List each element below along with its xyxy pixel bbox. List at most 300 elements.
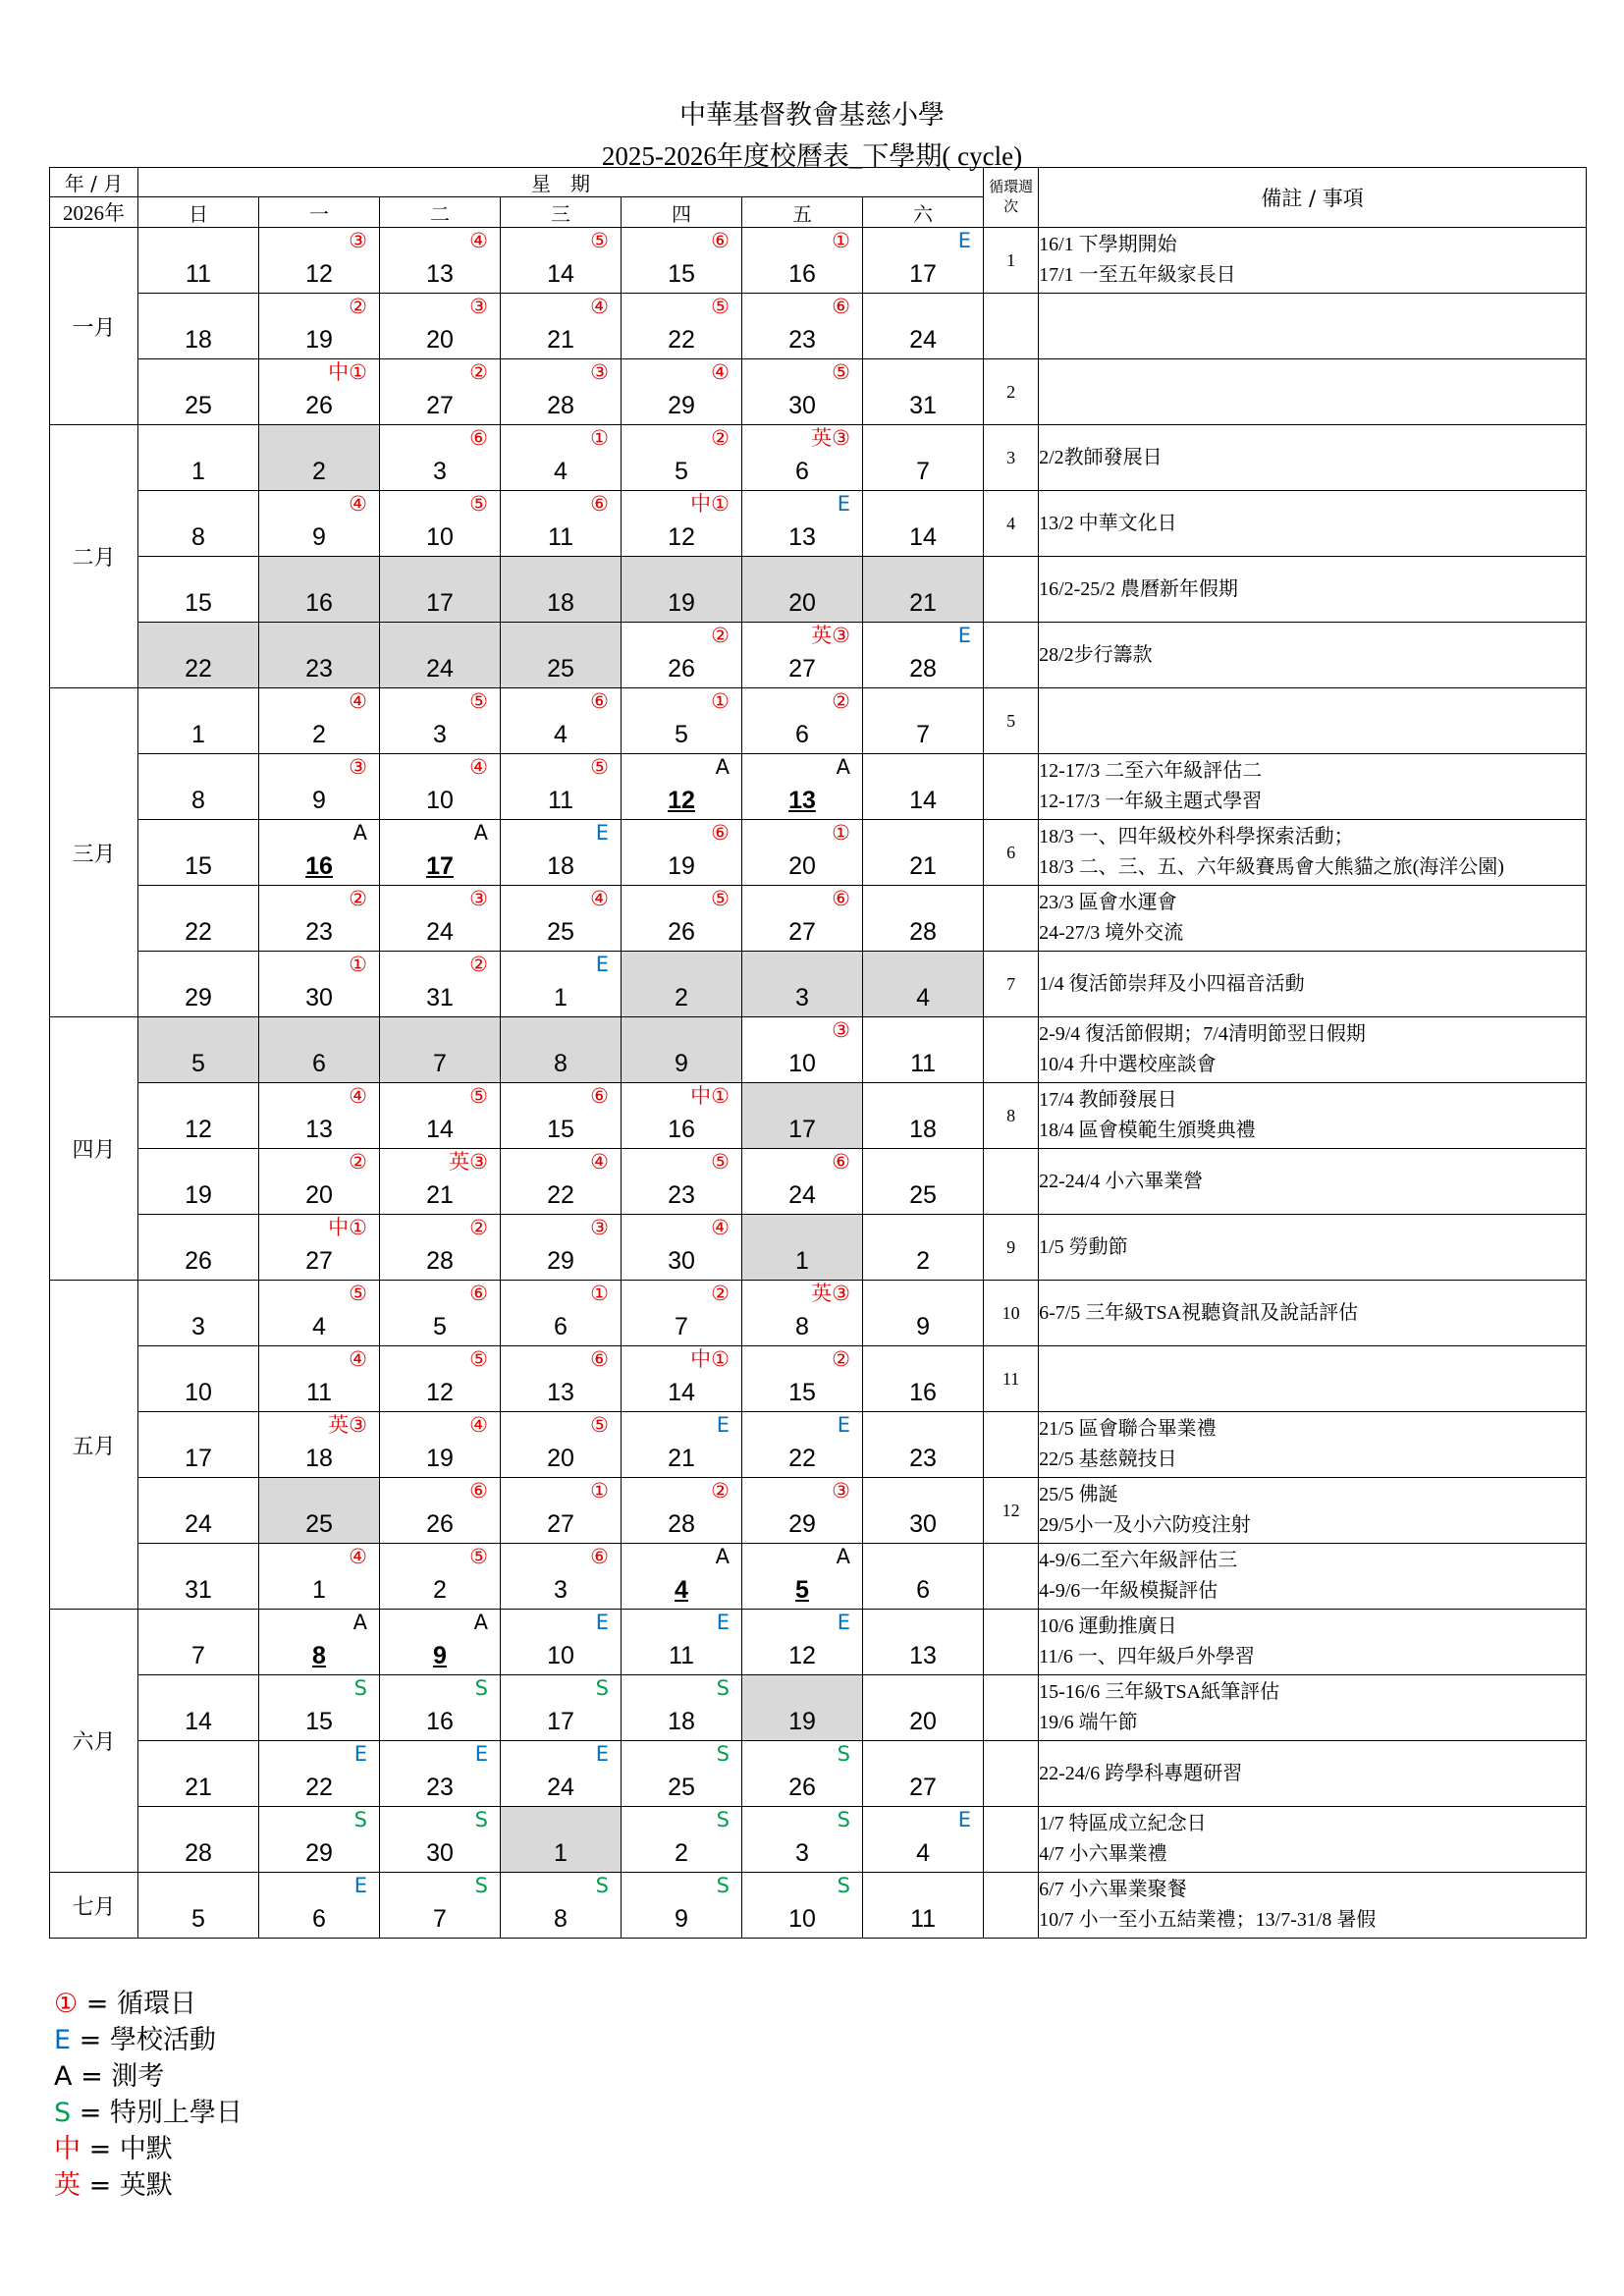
day-cell xyxy=(863,754,984,820)
notes-cell xyxy=(1039,623,1587,688)
note-item: 12-17/3 一年級主題式學習 xyxy=(1039,791,1263,812)
day-number: 14 xyxy=(909,523,937,551)
note-item: 11/6 一、四年級戶外學習 xyxy=(1039,1646,1255,1667)
day-number: 17 xyxy=(909,260,937,288)
day-marker: ① xyxy=(590,426,609,450)
day-marker: ⑥ xyxy=(832,1150,850,1174)
day-marker: ⑥ xyxy=(711,229,730,252)
day-marker: ① xyxy=(349,953,367,976)
note-item: 10/7 小一至小五結業禮；13/7-31/8 暑假 xyxy=(1039,1909,1377,1931)
day-cell xyxy=(380,1281,501,1346)
day-marker: ② xyxy=(349,1150,367,1174)
day-number: 24 xyxy=(426,918,454,946)
day-cell xyxy=(742,1149,863,1215)
day-marker: 中① xyxy=(690,1347,730,1371)
day-marker: A xyxy=(715,1545,730,1568)
day-cell xyxy=(138,1873,259,1939)
day-number: 7 xyxy=(433,1050,447,1077)
day-marker: ③ xyxy=(469,887,488,910)
day-number: 24 xyxy=(547,1774,574,1801)
week-row xyxy=(50,1083,1587,1149)
day-number: 4 xyxy=(554,721,568,748)
day-number: 28 xyxy=(668,1510,695,1538)
day-number: 5 xyxy=(191,1050,205,1077)
week-row xyxy=(50,359,1587,425)
holiday-day-cell xyxy=(380,557,501,623)
cycle-week-number xyxy=(984,754,1039,820)
day-marker: E xyxy=(716,1413,730,1437)
cycle-week-number: 10 xyxy=(984,1281,1039,1346)
day-cell xyxy=(742,688,863,754)
legend-text: = 特別上學日 xyxy=(71,2098,243,2128)
note-item: 19/6 端午節 xyxy=(1039,1712,1138,1733)
note-item: 22-24/4 小六畢業營 xyxy=(1039,1170,1204,1192)
holiday-day-cell xyxy=(742,952,863,1017)
holiday-day-cell xyxy=(501,557,622,623)
holiday-day-cell xyxy=(622,1017,742,1083)
day-marker: ② xyxy=(832,689,850,713)
day-marker: A xyxy=(473,1611,488,1634)
day-cell xyxy=(380,952,501,1017)
day-number: 11 xyxy=(548,787,573,814)
day-cell xyxy=(863,1807,984,1873)
day-marker: ③ xyxy=(590,1216,609,1239)
day-number: 18 xyxy=(909,1116,937,1143)
holiday-day-cell xyxy=(742,1215,863,1281)
legend-text: = 中默 xyxy=(81,2134,173,2164)
day-marker: ② xyxy=(469,360,488,384)
day-marker: 英③ xyxy=(449,1150,488,1174)
day-number: 15 xyxy=(185,589,212,617)
holiday-day-cell xyxy=(622,952,742,1017)
day-number: 17 xyxy=(426,589,454,617)
legend-text: = 學校活動 xyxy=(71,2025,216,2055)
holiday-day-cell xyxy=(501,1017,622,1083)
day-number: 6 xyxy=(554,1313,568,1340)
day-number: 20 xyxy=(909,1708,937,1735)
day-number: 10 xyxy=(426,523,454,551)
week-row xyxy=(50,1741,1587,1807)
day-marker: ③ xyxy=(832,1018,850,1042)
day-marker: E xyxy=(353,1742,367,1766)
day-marker: ② xyxy=(711,426,730,450)
day-cell xyxy=(259,1610,380,1675)
week-row xyxy=(50,623,1587,688)
legend-symbol: 英 xyxy=(54,2170,81,2201)
day-number: 20 xyxy=(305,1181,333,1209)
week-row xyxy=(50,1675,1587,1741)
day-cell xyxy=(622,1346,742,1412)
day-cell xyxy=(863,1346,984,1412)
day-number: 27 xyxy=(788,655,816,683)
day-cell xyxy=(138,1675,259,1741)
day-cell xyxy=(138,820,259,886)
notes-cell xyxy=(1039,1149,1587,1215)
day-number: 14 xyxy=(547,260,574,288)
day-cell xyxy=(742,1610,863,1675)
day-number: 1 xyxy=(795,1247,809,1275)
day-number: 10 xyxy=(426,787,454,814)
notes-header: 備註 / 事項 xyxy=(1039,168,1587,228)
note-item: 1/5 勞動節 xyxy=(1039,1235,1128,1258)
day-number: 29 xyxy=(668,392,695,419)
cycle-week-number xyxy=(984,1675,1039,1741)
notes-cell xyxy=(1039,1675,1587,1741)
legend-symbol: A xyxy=(54,2061,73,2092)
day-marker: E xyxy=(595,1742,609,1766)
day-number: 10 xyxy=(185,1379,212,1406)
day-number: 16 xyxy=(668,1116,695,1143)
day-cell xyxy=(863,688,984,754)
day-marker: S xyxy=(474,1676,488,1700)
week-row xyxy=(50,1215,1587,1281)
day-number: 4 xyxy=(312,1313,326,1340)
day-marker: 中① xyxy=(328,1216,367,1239)
day-cell xyxy=(501,1610,622,1675)
month-label: 二月 xyxy=(50,425,138,688)
day-cell xyxy=(138,952,259,1017)
day-number: 5 xyxy=(795,1576,809,1604)
day-number: 28 xyxy=(909,918,937,946)
day-number: 28 xyxy=(185,1839,212,1867)
day-cell xyxy=(138,1215,259,1281)
notes-cell xyxy=(1039,1281,1587,1346)
day-marker: A xyxy=(352,1611,367,1634)
note-item: 10/4 升中選校座談會 xyxy=(1039,1054,1217,1075)
day-marker: ⑥ xyxy=(469,1479,488,1503)
day-cell xyxy=(622,688,742,754)
day-cell xyxy=(622,754,742,820)
day-marker: ① xyxy=(590,1282,609,1305)
day-number: 19 xyxy=(305,326,333,354)
day-marker: ④ xyxy=(349,689,367,713)
note-item: 4/7 小六畢業禮 xyxy=(1039,1843,1167,1865)
day-marker: ① xyxy=(832,229,850,252)
note-item: 21/5 區會聯合畢業禮 xyxy=(1039,1418,1217,1440)
day-number: 27 xyxy=(909,1774,937,1801)
day-cell xyxy=(501,820,622,886)
day-number: 15 xyxy=(185,852,212,880)
day-cell xyxy=(380,1610,501,1675)
week-row xyxy=(50,1610,1587,1675)
note-item: 22/5 基慈競技日 xyxy=(1039,1449,1177,1470)
week-row xyxy=(50,754,1587,820)
day-marker: ⑤ xyxy=(469,1084,488,1108)
day-number: 9 xyxy=(312,787,326,814)
day-number: 31 xyxy=(909,392,937,419)
day-cell xyxy=(259,1083,380,1149)
notes-cell xyxy=(1039,359,1587,425)
day-number: 30 xyxy=(668,1247,695,1275)
day-number: 27 xyxy=(305,1247,333,1275)
week-row xyxy=(50,1346,1587,1412)
day-number: 19 xyxy=(668,589,695,617)
legend-text: = 循環日 xyxy=(78,1989,197,2019)
day-marker: E xyxy=(595,821,609,845)
week-row xyxy=(50,1017,1587,1083)
day-number: 13 xyxy=(547,1379,574,1406)
day-cell xyxy=(380,425,501,491)
notes-cell xyxy=(1039,1083,1587,1149)
notes-cell xyxy=(1039,1478,1587,1544)
day-marker: S xyxy=(353,1676,367,1700)
day-marker: ④ xyxy=(711,360,730,384)
day-cell xyxy=(501,294,622,359)
day-number: 5 xyxy=(675,458,688,485)
cycle-week-number xyxy=(984,1544,1039,1610)
holiday-day-cell xyxy=(742,1675,863,1741)
day-marker: ⑥ xyxy=(590,1347,609,1371)
week-row xyxy=(50,1873,1587,1939)
week-row xyxy=(50,491,1587,557)
cycle-week-number: 12 xyxy=(984,1478,1039,1544)
day-cell xyxy=(259,1281,380,1346)
day-number: 29 xyxy=(185,984,212,1011)
day-number: 12 xyxy=(668,523,695,551)
day-marker: ④ xyxy=(469,755,488,779)
day-number: 9 xyxy=(433,1642,447,1669)
week-row xyxy=(50,1807,1587,1873)
holiday-day-cell xyxy=(622,557,742,623)
day-marker: S xyxy=(837,1874,850,1897)
day-number: 22 xyxy=(788,1445,816,1472)
day-cell xyxy=(863,294,984,359)
day-marker: ⑥ xyxy=(590,1545,609,1568)
holiday-day-cell xyxy=(259,623,380,688)
day-cell xyxy=(742,425,863,491)
holiday-day-cell xyxy=(259,425,380,491)
day-number: 17 xyxy=(788,1116,816,1143)
notes-cell xyxy=(1039,1346,1587,1412)
day-number: 20 xyxy=(547,1445,574,1472)
day-cell xyxy=(138,886,259,952)
cycle-header: 循環週次 xyxy=(984,168,1039,228)
day-marker: ② xyxy=(711,1479,730,1503)
day-cell xyxy=(742,1346,863,1412)
day-cell xyxy=(742,359,863,425)
day-cell xyxy=(742,1478,863,1544)
month-label: 四月 xyxy=(50,1017,138,1281)
legend-item xyxy=(54,2058,243,2095)
day-cell xyxy=(501,1083,622,1149)
day-number: 3 xyxy=(433,458,447,485)
day-cell xyxy=(380,359,501,425)
note-item: 16/1 下學期開始 xyxy=(1039,234,1177,255)
day-marker: ⑤ xyxy=(469,492,488,516)
day-number: 21 xyxy=(668,1445,695,1472)
day-number: 25 xyxy=(547,918,574,946)
day-cell xyxy=(138,1149,259,1215)
day-number: 5 xyxy=(433,1313,447,1340)
cycle-week-number: 11 xyxy=(984,1346,1039,1412)
week-row xyxy=(50,1544,1587,1610)
week-row xyxy=(50,688,1587,754)
day-marker: E xyxy=(957,624,972,647)
day-number: 26 xyxy=(668,918,695,946)
day-marker: E xyxy=(716,1611,730,1634)
day-cell xyxy=(138,1741,259,1807)
day-cell xyxy=(863,359,984,425)
day-number: 29 xyxy=(547,1247,574,1275)
day-number: 25 xyxy=(185,392,212,419)
day-number: 16 xyxy=(909,1379,937,1406)
day-number: 11 xyxy=(306,1379,332,1406)
legend-item xyxy=(54,2131,243,2167)
day-marker: E xyxy=(837,492,850,516)
legend-symbol: E xyxy=(54,2025,72,2055)
cycle-week-number: 4 xyxy=(984,491,1039,557)
day-number: 13 xyxy=(788,787,816,814)
day-cell xyxy=(622,820,742,886)
day-number: 6 xyxy=(312,1905,326,1933)
cycle-week-number xyxy=(984,623,1039,688)
day-cell xyxy=(622,623,742,688)
week-row xyxy=(50,1149,1587,1215)
day-cell xyxy=(259,886,380,952)
day-number: 22 xyxy=(305,1774,333,1801)
notes-cell xyxy=(1039,952,1587,1017)
holiday-day-cell xyxy=(501,623,622,688)
day-cell xyxy=(138,1281,259,1346)
cycle-week-number xyxy=(984,1610,1039,1675)
day-cell xyxy=(501,1412,622,1478)
day-marker: S xyxy=(716,1808,730,1831)
day-number: 28 xyxy=(547,392,574,419)
day-marker: A xyxy=(836,1545,850,1568)
notes-cell xyxy=(1039,688,1587,754)
day-marker: S xyxy=(716,1742,730,1766)
day-marker: ⑤ xyxy=(469,1347,488,1371)
day-marker: S xyxy=(474,1808,488,1831)
cycle-week-number xyxy=(984,1412,1039,1478)
legend-symbol: ① xyxy=(54,1989,79,2019)
day-number: 22 xyxy=(185,918,212,946)
day-number: 11 xyxy=(548,523,573,551)
day-cell xyxy=(138,1610,259,1675)
day-number: 12 xyxy=(668,787,695,814)
weekday-label: 二 xyxy=(380,197,501,228)
holiday-day-cell xyxy=(259,557,380,623)
day-marker: ④ xyxy=(349,1084,367,1108)
day-number: 30 xyxy=(305,984,333,1011)
day-number: 21 xyxy=(547,326,574,354)
day-number: 4 xyxy=(675,1576,688,1604)
day-cell xyxy=(138,557,259,623)
day-marker: ③ xyxy=(349,755,367,779)
day-number: 7 xyxy=(191,1642,205,1669)
weekday-header: 星 期 xyxy=(138,168,984,197)
day-number: 23 xyxy=(305,918,333,946)
day-marker: E xyxy=(353,1874,367,1897)
day-number: 24 xyxy=(909,326,937,354)
day-cell xyxy=(742,1741,863,1807)
day-cell xyxy=(138,1412,259,1478)
day-cell xyxy=(501,1281,622,1346)
day-marker: ⑤ xyxy=(590,229,609,252)
holiday-day-cell xyxy=(863,952,984,1017)
cycle-week-number xyxy=(984,1807,1039,1873)
day-cell xyxy=(259,294,380,359)
day-cell xyxy=(380,886,501,952)
day-number: 6 xyxy=(795,721,809,748)
day-cell xyxy=(501,1741,622,1807)
notes-cell xyxy=(1039,1017,1587,1083)
day-marker: ③ xyxy=(832,1479,850,1503)
day-cell xyxy=(501,228,622,294)
day-cell xyxy=(380,1478,501,1544)
day-marker: ⑤ xyxy=(711,887,730,910)
day-number: 7 xyxy=(916,721,930,748)
day-cell xyxy=(380,1675,501,1741)
week-row xyxy=(50,425,1587,491)
day-marker: 英③ xyxy=(811,426,850,450)
cycle-week-number xyxy=(984,1149,1039,1215)
day-number: 7 xyxy=(433,1905,447,1933)
day-marker: 英③ xyxy=(328,1413,367,1437)
note-item: 23/3 區會水運會 xyxy=(1039,892,1177,913)
weekday-label: 四 xyxy=(622,197,742,228)
day-marker: ⑥ xyxy=(469,1282,488,1305)
day-cell xyxy=(501,491,622,557)
day-number: 26 xyxy=(788,1774,816,1801)
day-marker: ⑤ xyxy=(349,1282,367,1305)
note-item: 28/2步行籌款 xyxy=(1039,643,1153,666)
day-number: 26 xyxy=(426,1510,454,1538)
day-marker: S xyxy=(837,1742,850,1766)
day-cell xyxy=(863,1412,984,1478)
month-header: 年 / 月 xyxy=(50,168,138,197)
day-cell xyxy=(501,1149,622,1215)
day-cell xyxy=(622,1412,742,1478)
day-number: 17 xyxy=(426,852,454,880)
holiday-day-cell xyxy=(138,623,259,688)
day-number: 23 xyxy=(426,1774,454,1801)
day-cell xyxy=(380,1544,501,1610)
cycle-week-number xyxy=(984,1017,1039,1083)
day-cell xyxy=(742,1017,863,1083)
day-cell xyxy=(742,1873,863,1939)
day-number: 3 xyxy=(554,1576,568,1604)
day-cell xyxy=(501,1346,622,1412)
day-cell xyxy=(501,1544,622,1610)
notes-cell xyxy=(1039,820,1587,886)
day-cell xyxy=(138,491,259,557)
day-number: 10 xyxy=(788,1050,816,1077)
day-cell xyxy=(501,952,622,1017)
day-number: 8 xyxy=(554,1050,568,1077)
day-number: 27 xyxy=(547,1510,574,1538)
day-cell xyxy=(138,1478,259,1544)
day-number: 25 xyxy=(909,1181,937,1209)
day-cell xyxy=(863,1281,984,1346)
day-cell xyxy=(380,1346,501,1412)
note-item: 22-24/6 跨學科專題研習 xyxy=(1039,1762,1243,1784)
day-number: 22 xyxy=(547,1181,574,1209)
day-marker: A xyxy=(715,755,730,779)
day-cell xyxy=(622,886,742,952)
day-cell xyxy=(622,1807,742,1873)
day-number: 8 xyxy=(795,1313,809,1340)
day-number: 4 xyxy=(916,984,930,1011)
day-cell xyxy=(863,1083,984,1149)
week-row xyxy=(50,1478,1587,1544)
day-number: 10 xyxy=(547,1642,574,1669)
notes-cell xyxy=(1039,1412,1587,1478)
note-item: 18/3 一、四年級校外科學探索活動； xyxy=(1039,826,1354,847)
holiday-day-cell xyxy=(742,557,863,623)
day-marker: 中① xyxy=(328,360,367,384)
day-number: 9 xyxy=(916,1313,930,1340)
